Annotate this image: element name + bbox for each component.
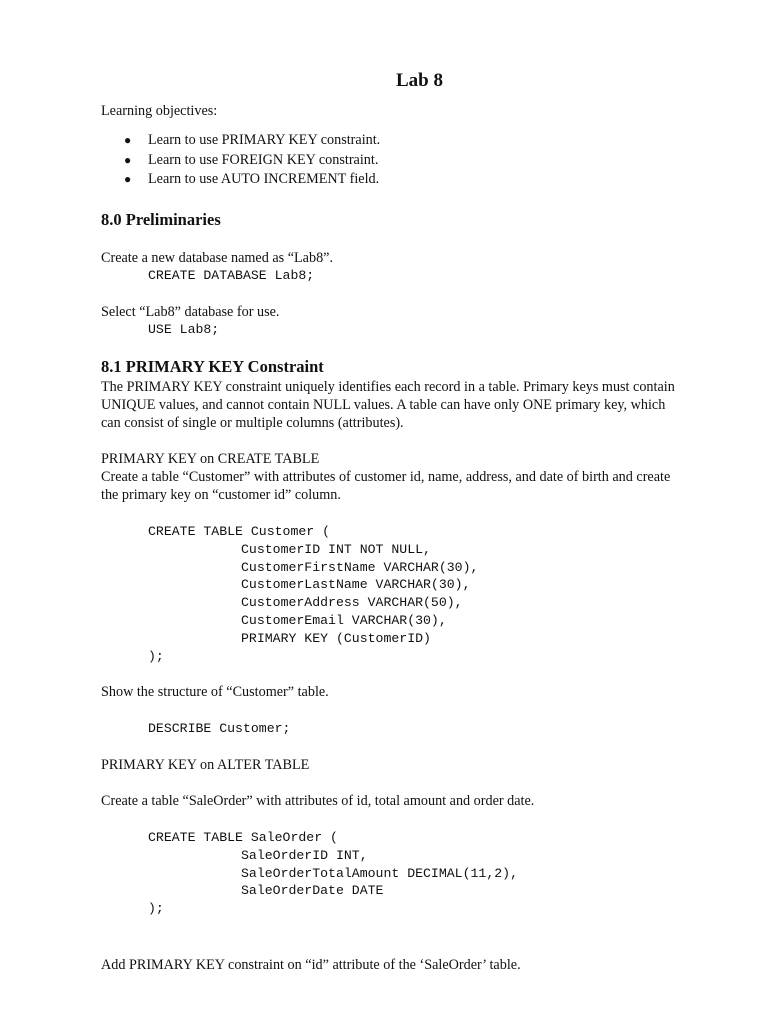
- code-line: PRIMARY KEY (CustomerID): [241, 630, 431, 646]
- code-line: );: [148, 901, 164, 917]
- paragraph-line: the primary key on “customer id” column.: [101, 487, 341, 504]
- create-table-section: [101, 450, 741, 505]
- create-db-text: Create a new database named as “Lab8”.: [101, 250, 334, 266]
- paragraph-line: Create a table “Customer” with attributes of customer id, name, address, and date of birth and create: [101, 469, 671, 486]
- select-db-text: Select “Lab8” database for use.: [101, 304, 280, 320]
- objectives-heading: Learning objectives:: [101, 103, 218, 119]
- bullet-icon: ●: [124, 133, 132, 147]
- code-line: );: [148, 648, 164, 664]
- page-title: Lab 8: [396, 70, 443, 91]
- saleorder-table-code: [148, 829, 518, 918]
- code-line: CREATE TABLE Customer (: [148, 524, 331, 539]
- paragraph-line: can consist of single or multiple columns (attributes).: [101, 415, 404, 432]
- alter-table-heading: PRIMARY KEY on ALTER TABLE: [101, 757, 310, 773]
- subheading: PRIMARY KEY on CREATE TABLE: [101, 451, 320, 467]
- show-structure-text: Show the structure of “Customer” table.: [101, 684, 329, 700]
- use-db-code: [148, 321, 219, 339]
- list-item: ● Learn to use AUTO INCREMENT field.: [101, 170, 380, 190]
- bullet-icon: ●: [124, 172, 132, 186]
- bullet-icon: ●: [124, 152, 132, 167]
- primary-key-heading: 8.1 PRIMARY KEY Constraint: [101, 357, 324, 376]
- customer-table-code: [148, 523, 478, 665]
- code-line: CustomerFirstName VARCHAR(30),: [241, 559, 479, 575]
- code-line: CustomerLastName VARCHAR(30),: [241, 577, 471, 593]
- describe-code: [148, 720, 290, 738]
- create-db-code: [148, 267, 314, 285]
- saleorder-text: Create a table “SaleOrder” with attributes of id, total amount and order date.: [101, 793, 535, 809]
- list-item: ● Learn to use PRIMARY KEY constraint.: [101, 131, 380, 151]
- code-line: CREATE TABLE SaleOrder (: [148, 830, 338, 845]
- code-line: CustomerAddress VARCHAR(50),: [241, 595, 463, 611]
- paragraph-line: The PRIMARY KEY constraint uniquely identifies each record in a table. Primary keys must contain: [101, 379, 675, 395]
- code-line: CustomerEmail VARCHAR(30),: [241, 612, 447, 628]
- code-line: USE Lab8;: [148, 322, 220, 337]
- primary-key-intro: [101, 378, 741, 433]
- list-item: ● Learn to use FOREIGN KEY constraint.: [101, 151, 380, 171]
- code-line: SaleOrderID INT,: [241, 847, 368, 863]
- code-line: CREATE DATABASE Lab8;: [148, 268, 315, 283]
- add-pk-text: Add PRIMARY KEY constraint on “id” attribute of the ‘SaleOrder’ table.: [101, 957, 521, 973]
- code-line: DESCRIBE Customer;: [148, 721, 291, 736]
- code-line: SaleOrderTotalAmount DECIMAL(11,2),: [241, 865, 518, 881]
- code-line: SaleOrderDate DATE: [241, 883, 384, 899]
- code-line: CustomerID INT NOT NULL,: [241, 541, 431, 557]
- preliminaries-heading: 8.0 Preliminaries: [101, 210, 221, 229]
- paragraph-line: UNIQUE values, and cannot contain NULL values. A table can have only ONE primary key, which: [101, 397, 666, 414]
- objectives-list: [101, 131, 380, 190]
